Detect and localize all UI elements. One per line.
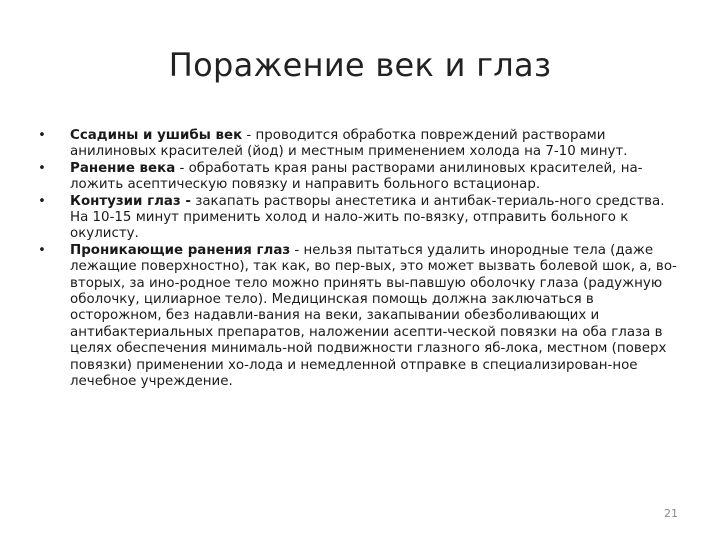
bullet-text: закапать растворы анестетика и антибак-териаль-ного средства. На 10-15 минут применить холод и нало-жить по-вязку, отправить больного к окулисту. — [70, 193, 665, 242]
bullet-heading: Ранение века — [70, 160, 176, 176]
list-item — [36, 194, 686, 243]
bullet-icon: • — [38, 160, 46, 176]
bullet-heading: Проникающие ранения глаз — [70, 242, 291, 258]
bullet-text: - проводится обработка повреждений растворами анилиновых красителей (йод) и местным применением холода на 7-10 минут. — [70, 128, 628, 160]
list-item — [36, 161, 686, 194]
bullet-text: - обработать края раны растворами анилиновых красителей, на-ложить асептическую повязку и направить больного встационар. — [70, 160, 643, 193]
page-number: 21 — [664, 507, 678, 520]
list-item — [36, 128, 686, 161]
bullet-heading: Ссадины и ушибы век — [70, 128, 243, 143]
bullet-icon: • — [38, 193, 46, 209]
bullet-list — [36, 128, 686, 391]
bullet-text: - нельзя пытаться удалить инородные тела (даже лежащие поверхностно), так как, во пер-вых, это может вызвать болевой шок, а, во-вторых, за ино-родное тело можно принять вы-павшую оболочку глаза (радужную оболочку, цилиарное тело). Медицинская помощь должна заключаться в осторожном, без надавли-вания на веки, закапывании обезболивающих и антибактериальных препаратов, наложении асепти-ческой повязки на оба глаза в целях обеспечения минималь-ной подвижности глазного яб-лока, местном (поверх повязки) применении хо-лода и немедленной отправке в специализирован-ное лечебное учреждение. — [70, 242, 677, 390]
list-item — [36, 243, 686, 391]
bullet-icon: • — [38, 128, 46, 143]
slide-title: Поражение век и глаз — [168, 46, 552, 84]
bullet-heading: Контузии глаз - — [70, 193, 191, 209]
bullet-icon: • — [38, 242, 46, 258]
